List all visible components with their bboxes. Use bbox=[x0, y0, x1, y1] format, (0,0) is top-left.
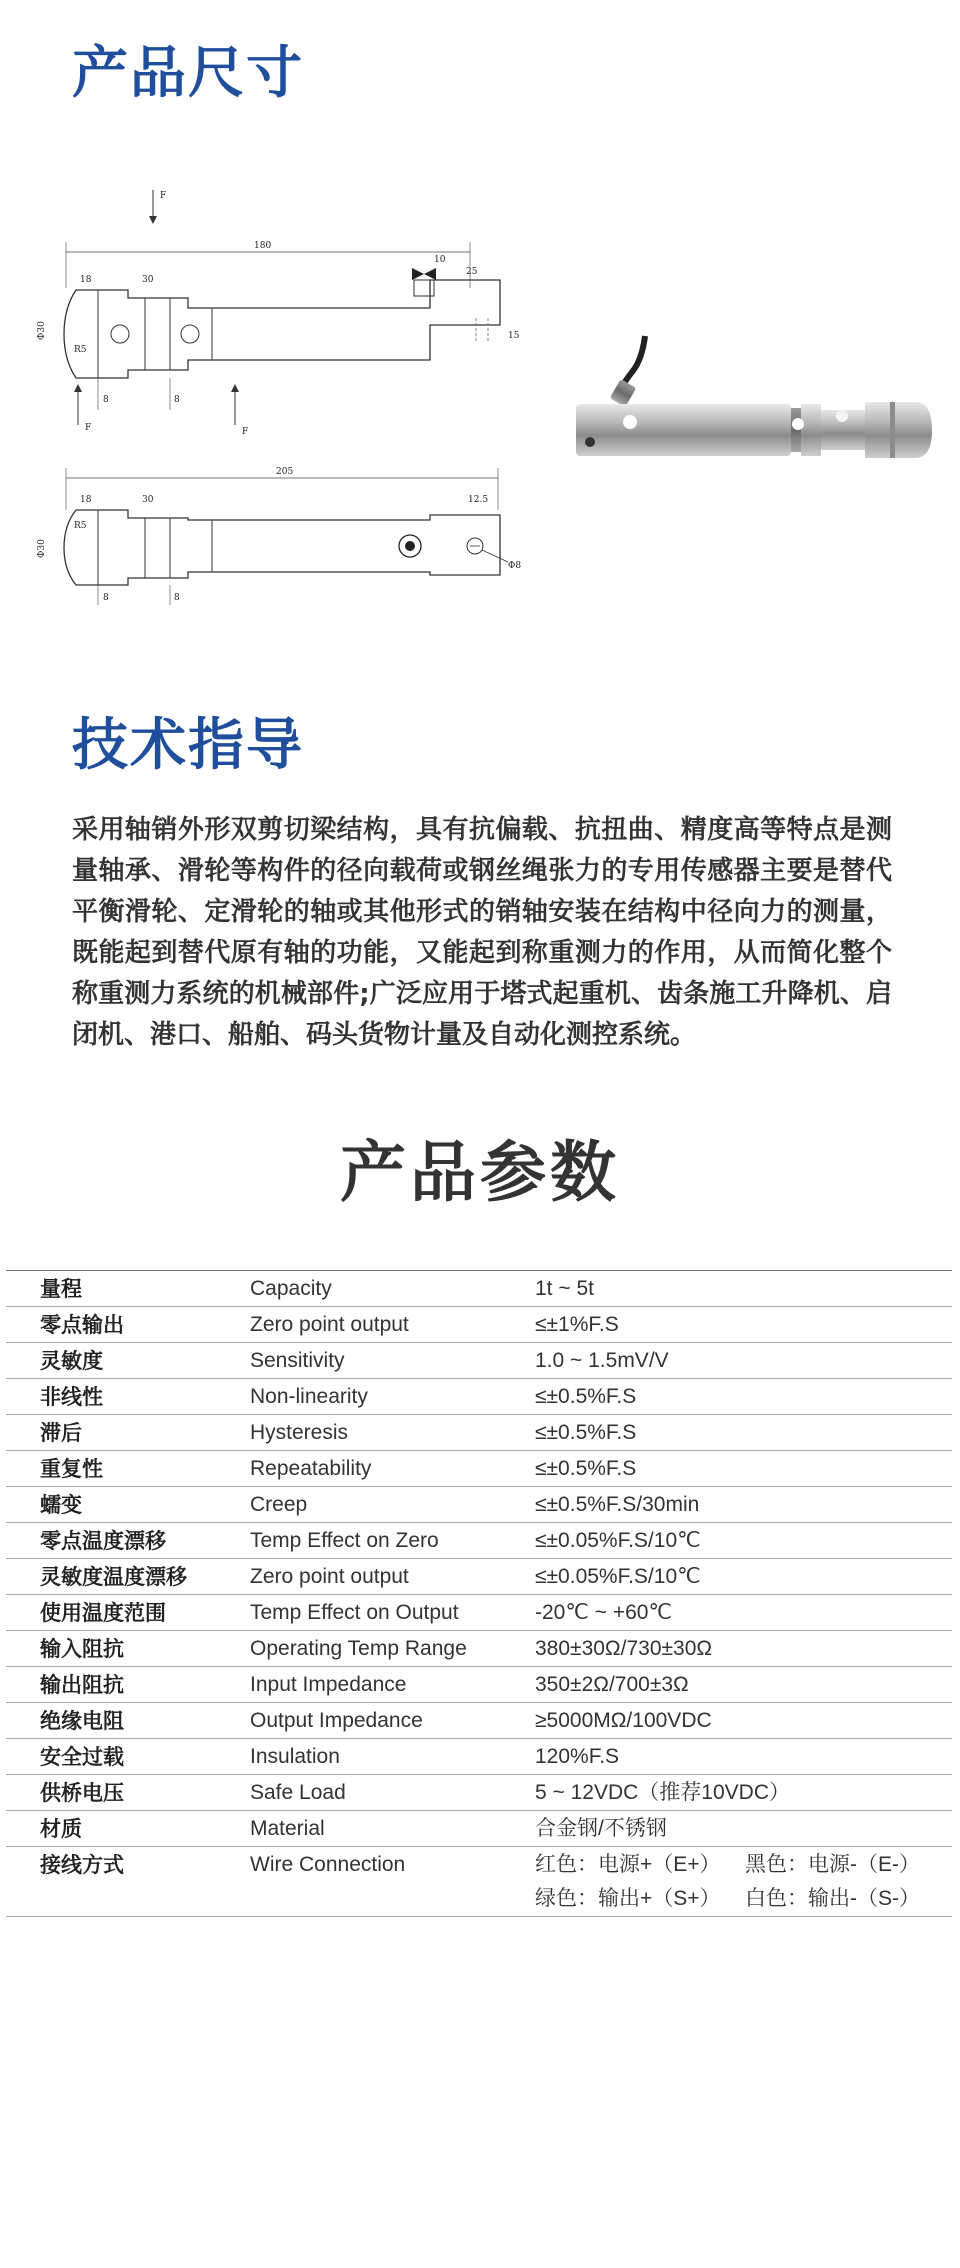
param-name-en: Wire Connection bbox=[250, 1853, 406, 1876]
param-name-en: Repeatability bbox=[250, 1457, 372, 1480]
dim-8a-bottom: 8 bbox=[103, 593, 109, 603]
table-row-wire bbox=[6, 1847, 952, 1917]
param-name-en: Insulation bbox=[250, 1745, 340, 1768]
table-row bbox=[6, 1811, 952, 1847]
dim-18-top: 18 bbox=[80, 275, 92, 285]
table-row bbox=[6, 1775, 952, 1811]
table-row bbox=[6, 1451, 952, 1487]
guide-paragraph: 采用轴销外形双剪切梁结构，具有抗偏载、抗扭曲、精度高等特点是测量轴承、滑轮等构件的径向载荷或钢丝绳张力的专用传感器主要是替代平衡滑轮、定滑轮的轴或其他形式的销轴安装在结构中径向力的测量，既能起到替代原有轴的功能，又能起到称重测力的作用，从而简化整个称重测力系统的机械部件;广泛应用于塔式起重机、齿条施工升降机、启闭机、港口、船舶、码头货物计量及自动化测控系统。 bbox=[72, 815, 892, 1050]
param-name-en: Hysteresis bbox=[250, 1421, 349, 1444]
param-name-zh: 接线方式 bbox=[40, 1853, 124, 1877]
param-name-zh: 重复性 bbox=[40, 1457, 103, 1481]
dim-8b-bottom: 8 bbox=[174, 593, 180, 603]
param-value: ≤±1%F.S bbox=[535, 1313, 619, 1336]
dim-10-top: 10 bbox=[434, 255, 446, 265]
overall-length-bottom: 205 bbox=[276, 467, 294, 477]
param-name-en: Input Impedance bbox=[250, 1673, 407, 1696]
wire-red: 红色：电源+（E+） bbox=[535, 1853, 721, 1876]
param-name-zh: 输出阻抗 bbox=[40, 1673, 124, 1697]
param-name-zh: 零点温度漂移 bbox=[40, 1529, 166, 1553]
wire-black: 黑色：电源-（E-） bbox=[745, 1853, 920, 1876]
table-row bbox=[6, 1595, 952, 1631]
param-name-zh: 材质 bbox=[40, 1817, 82, 1841]
dim-12-5-bottom: 12.5 bbox=[468, 495, 489, 505]
param-name-en: Creep bbox=[250, 1493, 308, 1516]
product-photo bbox=[570, 330, 940, 480]
dim-18-bottom: 18 bbox=[80, 495, 92, 505]
param-name-zh: 输入阻抗 bbox=[40, 1637, 124, 1661]
param-value: 5 ~ 12VDC（推荐10VDC） bbox=[535, 1781, 791, 1804]
dim-8b-top: 8 bbox=[174, 395, 180, 405]
param-name-zh: 灵敏度 bbox=[40, 1349, 103, 1373]
param-name-en: Capacity bbox=[250, 1277, 332, 1300]
param-name-zh: 供桥电压 bbox=[40, 1781, 124, 1805]
dim-30-bottom: 30 bbox=[142, 495, 154, 505]
param-value: ≤±0.5%F.S bbox=[535, 1385, 637, 1408]
param-value: 350±2Ω/700±3Ω bbox=[535, 1673, 689, 1696]
param-name-zh: 量程 bbox=[40, 1277, 82, 1301]
table-row bbox=[6, 1487, 952, 1523]
radius-top: R5 bbox=[74, 345, 87, 355]
section-title-params: 产品参数 bbox=[340, 1134, 620, 1211]
param-name-en: Non-linearity bbox=[250, 1385, 368, 1408]
dim-30-top: 30 bbox=[142, 275, 154, 285]
dim-15-top: 15 bbox=[508, 331, 520, 341]
table-row bbox=[6, 1739, 952, 1775]
param-name-zh: 零点输出 bbox=[40, 1313, 124, 1337]
table-row bbox=[6, 1523, 952, 1559]
table-row bbox=[6, 1343, 952, 1379]
table-row bbox=[6, 1307, 952, 1343]
param-name-en: Operating Temp Range bbox=[250, 1637, 467, 1660]
dim-25-top: 25 bbox=[466, 267, 478, 277]
table-row bbox=[6, 1667, 952, 1703]
table-row bbox=[6, 1271, 952, 1307]
param-name-zh: 非线性 bbox=[40, 1385, 103, 1409]
table-row bbox=[6, 1379, 952, 1415]
wire-line-1 bbox=[535, 1848, 952, 1882]
force-label-left: F bbox=[85, 423, 92, 433]
table-row bbox=[6, 1559, 952, 1595]
force-label-right: F bbox=[242, 427, 249, 437]
param-name-en: Zero point output bbox=[250, 1565, 409, 1588]
param-name-en: Zero point output bbox=[250, 1313, 409, 1336]
table-row bbox=[6, 1415, 952, 1451]
wire-green: 绿色：输出+（S+） bbox=[535, 1887, 721, 1910]
dim-8a-top: 8 bbox=[103, 395, 109, 405]
param-value: 合金钢/不锈钢 bbox=[535, 1817, 667, 1840]
param-name-zh: 绝缘电阻 bbox=[40, 1709, 124, 1733]
param-name-en: Temp Effect on Output bbox=[250, 1601, 459, 1624]
param-value: 120%F.S bbox=[535, 1745, 620, 1768]
param-name-en: Output Impedance bbox=[250, 1709, 423, 1732]
param-value: ≤±0.5%F.S bbox=[535, 1421, 637, 1444]
param-name-zh: 灵敏度温度漂移 bbox=[40, 1565, 187, 1589]
param-value: 1.0 ~ 1.5mV/V bbox=[535, 1349, 669, 1372]
param-value: ≤±0.05%F.S/10℃ bbox=[535, 1529, 701, 1552]
param-value: ≥5000MΩ/100VDC bbox=[535, 1709, 712, 1732]
wire-line-2 bbox=[535, 1882, 952, 1916]
dimension-drawing bbox=[30, 180, 530, 610]
hole-diameter: Φ8 bbox=[508, 561, 522, 571]
radius-bottom: R5 bbox=[74, 521, 87, 531]
table-row bbox=[6, 1631, 952, 1667]
overall-length-top: 180 bbox=[254, 241, 272, 251]
force-label-top: F bbox=[160, 191, 167, 201]
param-name-en: Sensitivity bbox=[250, 1349, 345, 1372]
wire-white: 白色：输出-（S-） bbox=[745, 1887, 920, 1910]
section-title-guide: 技术指导 bbox=[72, 713, 304, 778]
param-name-en: Material bbox=[250, 1817, 325, 1840]
param-name-en: Safe Load bbox=[250, 1781, 346, 1804]
param-name-en: Temp Effect on Zero bbox=[250, 1529, 439, 1552]
top-view-drawing bbox=[37, 190, 520, 437]
bottom-view-drawing bbox=[37, 467, 521, 605]
table-row bbox=[6, 1703, 952, 1739]
param-value: 380±30Ω/730±30Ω bbox=[535, 1637, 713, 1660]
param-value: -20℃ ~ +60℃ bbox=[535, 1601, 673, 1624]
param-value: 1t ~ 5t bbox=[535, 1277, 594, 1300]
param-value: ≤±0.5%F.S bbox=[535, 1457, 637, 1480]
param-name-zh: 蠕变 bbox=[40, 1493, 82, 1517]
section-title-size: 产品尺寸 bbox=[72, 41, 304, 106]
diameter-top: Φ30 bbox=[37, 321, 47, 340]
spec-table bbox=[6, 1270, 952, 1917]
diameter-bottom: Φ30 bbox=[37, 539, 47, 558]
wire-connection-values bbox=[535, 1847, 952, 1916]
param-value: ≤±0.5%F.S/30min bbox=[535, 1493, 700, 1516]
param-value: ≤±0.05%F.S/10℃ bbox=[535, 1565, 701, 1588]
param-name-zh: 滞后 bbox=[40, 1421, 82, 1445]
param-name-zh: 安全过载 bbox=[40, 1745, 124, 1769]
param-name-zh: 使用温度范围 bbox=[40, 1601, 166, 1625]
